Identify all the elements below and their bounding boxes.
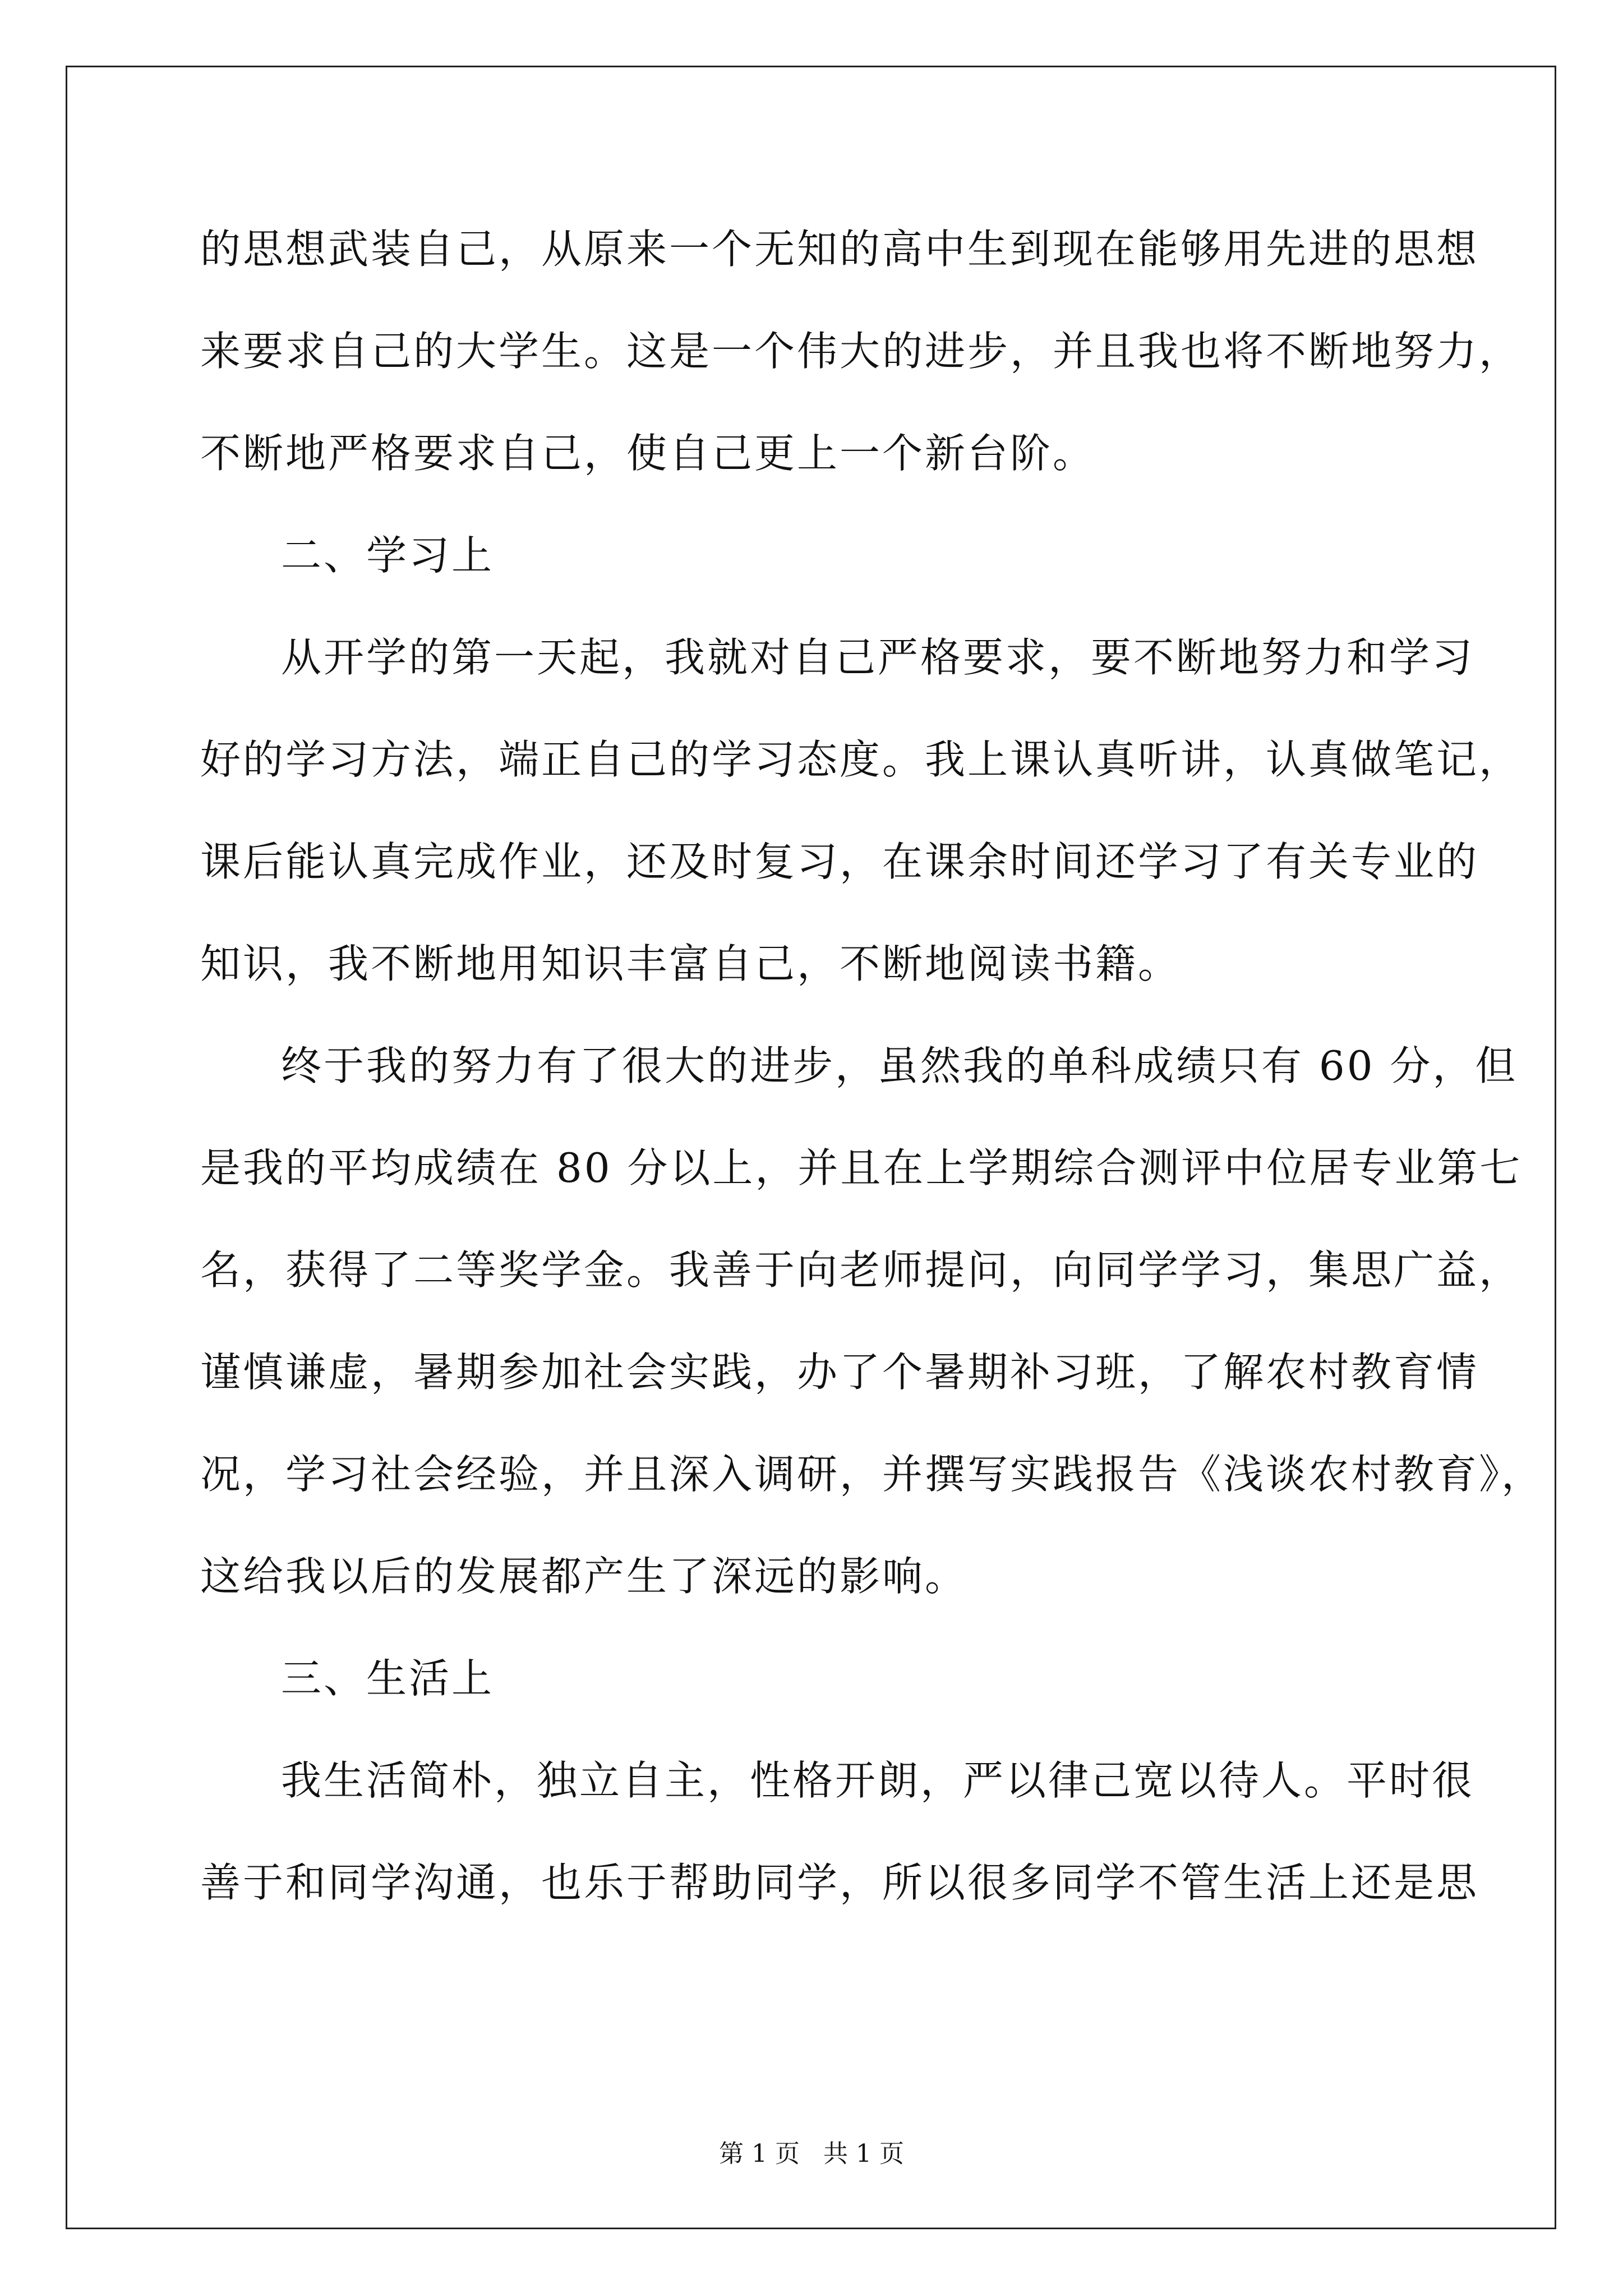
page-footer: 第 1 页 共 1 页 [719, 2139, 904, 2168]
text-line: 况，学习社会经验，并且深入调研，并撰写实践报告《浅谈农村教育》， [200, 1451, 1544, 1498]
text-line: 课后能认真完成作业，还及时复习，在课余时间还学习了有关专业的 [200, 838, 1479, 885]
text-line: 是我的平均成绩在 80 分以上，并且在上学期综合测评中位居专业第七 [200, 1144, 1523, 1191]
text-line: 来要求自己的大学生。这是一个伟大的进步，并且我也将不断地努力， [200, 328, 1522, 375]
text-line: 我生活简朴，独立自主，性格开朗，严以律己宽以待人。平时很 [281, 1757, 1475, 1804]
text-line: 善于和同学沟通，也乐于帮助同学，所以很多同学不管生活上还是思 [200, 1859, 1479, 1906]
text-line: 终于我的努力有了很大的进步，虽然我的单科成绩只有 60 分，但 [281, 1042, 1518, 1089]
section-heading: 二、学习上 [281, 532, 495, 579]
text-line: 名，获得了二等奖学金。我善于向老师提问，向同学学习，集思广益， [200, 1246, 1522, 1294]
text-line: 好的学习方法，端正自己的学习态度。我上课认真听讲，认真做笔记， [200, 736, 1522, 783]
text-line: 从开学的第一天起，我就对自己严格要求，要不断地努力和学习 [281, 634, 1475, 681]
text-line: 的思想武装自己，从原来一个无知的高中生到现在能够用先进的思想 [200, 226, 1479, 273]
section-heading: 三、生活上 [281, 1655, 495, 1702]
text-line: 不断地严格要求自己，使自己更上一个新台阶。 [200, 430, 1096, 477]
text-line: 谨慎谦虚，暑期参加社会实践，办了个暑期补习班，了解农村教育情 [200, 1349, 1479, 1396]
text-line: 这给我以后的发展都产生了深远的影响。 [200, 1553, 968, 1600]
text-line: 知识，我不断地用知识丰富自己，不断地阅读书籍。 [200, 940, 1181, 987]
